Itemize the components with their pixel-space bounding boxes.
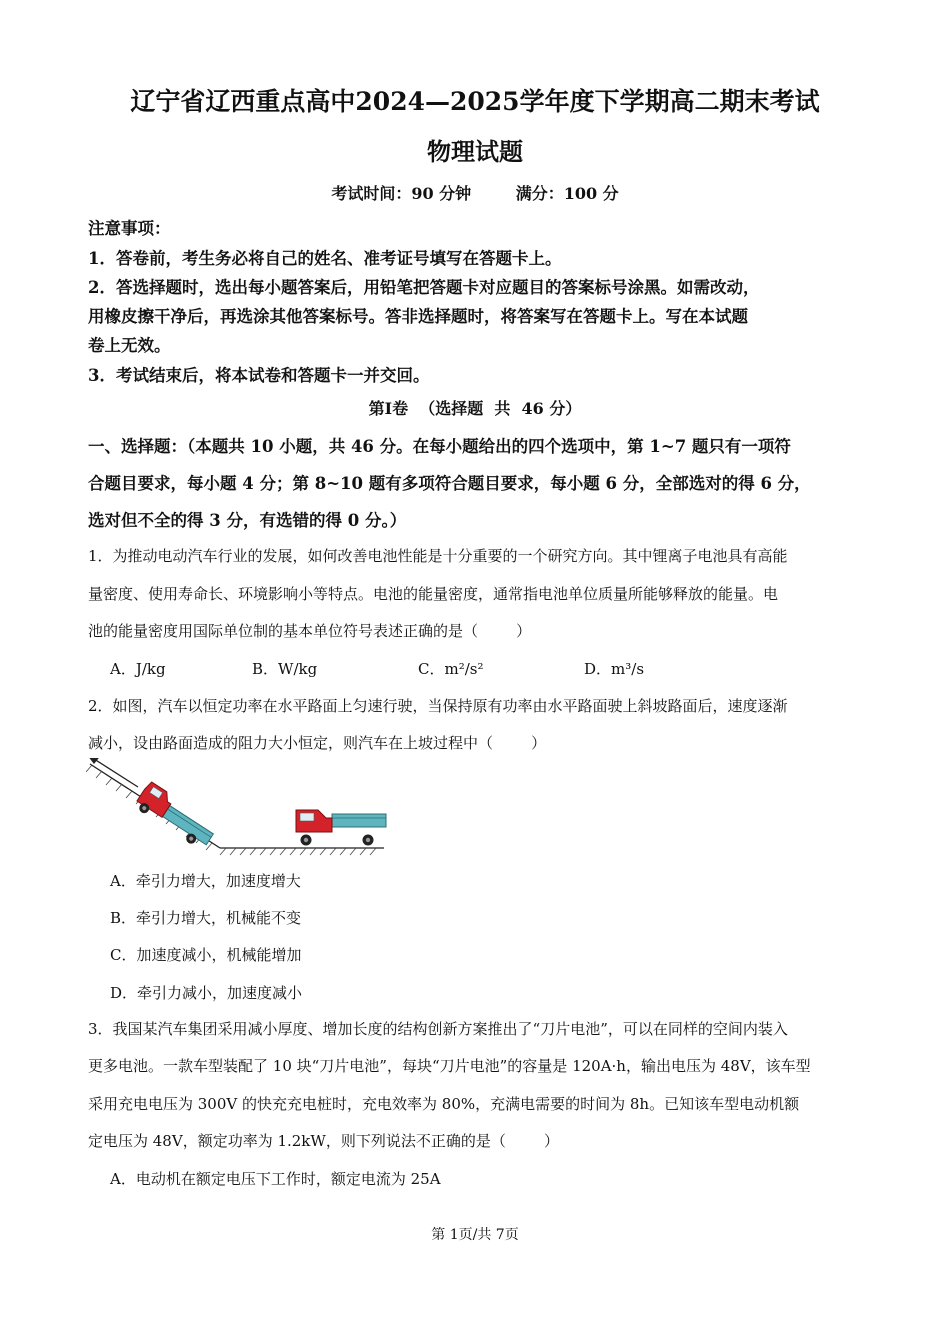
q2-option-b: B．牵引力增大，机械能不变: [110, 909, 302, 927]
q3-stem-line3: 采用充电电压为 300V 的快充充电桩时，充电效率为 80%，充满电需要的时间为 8h。已知该车型电动机额: [88, 1095, 800, 1113]
q1-option-a: A．J/kg: [110, 660, 166, 678]
q1-stem-line3: 池的能量密度用国际单位制的基本单位符号表述正确的是（ ）: [88, 622, 532, 640]
subject-title: 物理试题: [427, 137, 523, 166]
ground-hatching: [220, 848, 376, 855]
q1-option-c: C．m²/s²: [418, 660, 484, 678]
notice-item-1: 1．答卷前，考生务必将自己的姓名、准考证号填写在答题卡上。: [88, 249, 562, 268]
page-number: 第 1页/共 7页: [431, 1227, 519, 1243]
q3-option-a: A．电动机在额定电压下工作时，额定电流为 25A: [110, 1170, 441, 1188]
q1-stem-line2: 量密度、使用寿命长、环境影响小等特点。电池的能量密度，通常指电池单位质量所能够释放的能量。电: [88, 585, 779, 603]
q3-stem-line1: 3．我国某汽车集团采用减小厚度、增加长度的结构创新方案推出了“刀片电池”，可以在同样的空间内装入: [88, 1020, 788, 1038]
q2-option-c: C．加速度减小，机械能增加: [110, 946, 302, 964]
motion-arrow: [88, 758, 138, 787]
part-instruction-line1: 一、选择题：（本题共 10 小题，共 46 分。在每小题给出的四个选项中，第 1~7 题只有一项符: [88, 437, 791, 456]
q2-stem-line2: 减小，设由路面造成的阻力大小恒定，则汽车在上坡过程中（ ）: [88, 734, 547, 752]
q3-stem-line4: 定电压为 48V，额定功率为 1.2kW，则下列说法不正确的是（ ）: [88, 1132, 559, 1150]
q1-option-d: D．m³/s: [584, 660, 645, 678]
notice-item-2-line3: 卷上无效。: [88, 336, 171, 355]
truck-on-level-road: [296, 810, 386, 846]
part-instruction-line3: 选对但不全的得 3 分，有选错的得 0 分。）: [88, 511, 407, 530]
road-surface: [90, 764, 384, 848]
q2-stem-line1: 2．如图，汽车以恒定功率在水平路面上匀速行驶，当保持原有功率由水平路面驶上斜坡路面后，速度逐渐: [88, 697, 788, 715]
notice-item-2-line2: 用橡皮擦干净后，再选涂其他答案标号。答非选择题时，将答案写在答题卡上。写在本试题: [88, 307, 748, 326]
q2-figure: [86, 758, 391, 863]
q3-stem-line2: 更多电池。一款车型装配了 10 块“刀片电池”，每块“刀片电池”的容量是 120A·h，输出电压为 48V，该车型: [88, 1057, 811, 1075]
q2-option-a: A．牵引力增大，加速度增大: [110, 872, 301, 890]
notice-item-2-line1: 2．答选择题时，选出每小题答案后，用铅笔把答题卡对应题目的答案标号涂黑。如需改动，: [88, 278, 760, 297]
volume-title: 第Ⅰ卷 （选择题 共 46 分）: [368, 399, 582, 418]
notice-item-3: 3．考试结束后，将本试卷和答题卡一并交回。: [88, 366, 430, 385]
q1-option-b: B．W/kg: [252, 660, 318, 678]
notice-heading: 注意事项：: [88, 219, 171, 238]
q1-stem-line1: 1．为推动电动汽车行业的发展，如何改善电池性能是十分重要的一个研究方向。其中锂离子电池具有高能: [88, 547, 788, 565]
q2-option-d: D．牵引力减小，加速度减小: [110, 984, 303, 1002]
exam-info: 考试时间：90 分钟 满分：100 分: [331, 184, 619, 203]
part-instruction-line2: 合题目要求，每小题 4 分；第 8~10 题有多项符合题目要求，每小题 6 分，全部选对的得 6 分，: [88, 474, 811, 493]
truck-on-slope: [133, 781, 219, 852]
exam-title: 辽宁省辽西重点高中2024—2025学年度下学期高二期末考试: [130, 87, 820, 116]
